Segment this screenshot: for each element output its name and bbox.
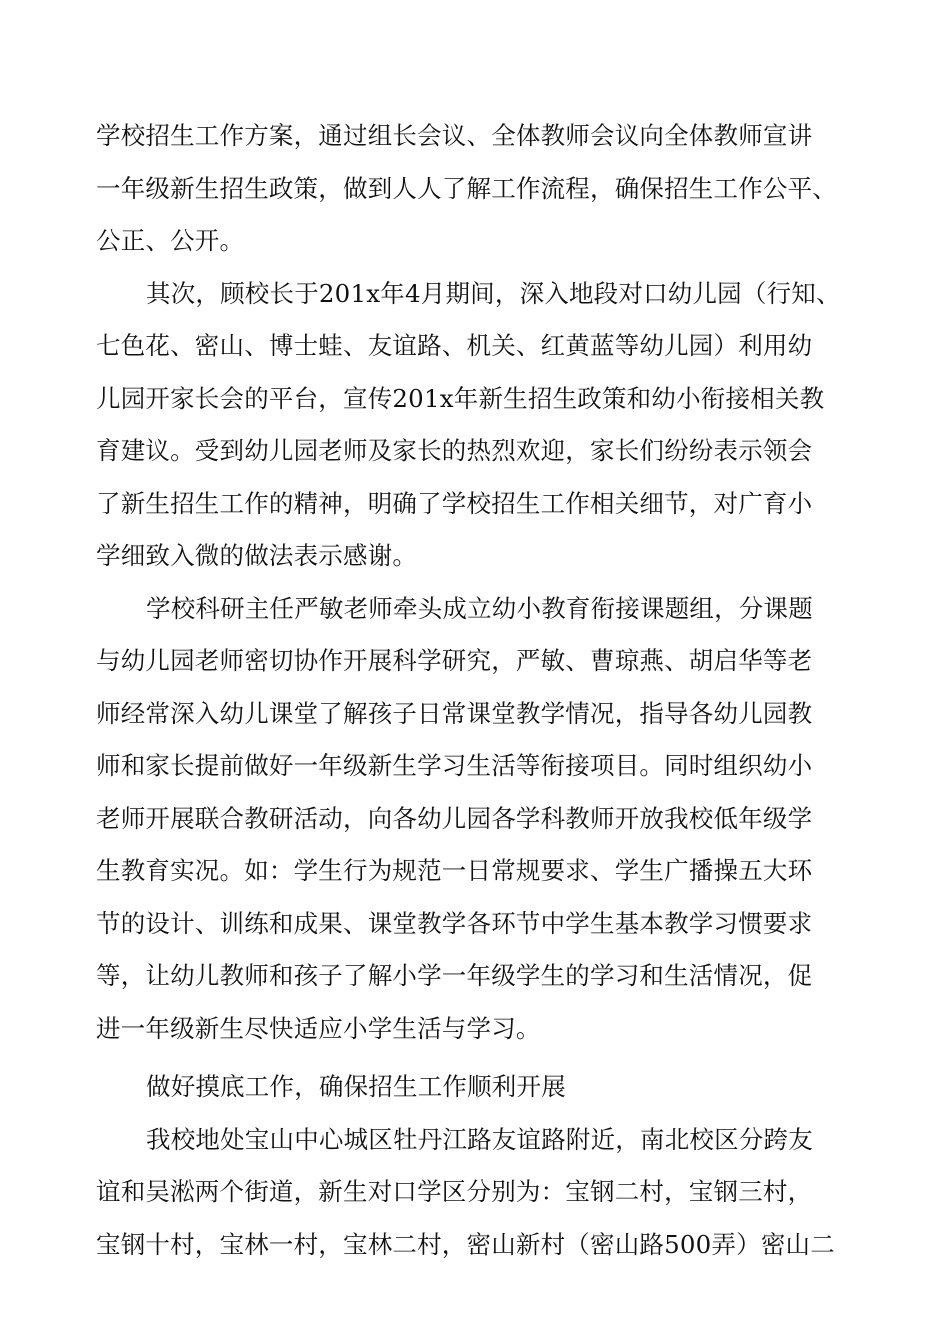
text-line: 一年级新生招生政策，做到人人了解工作流程，确保招生工作公平、 — [96, 173, 837, 203]
paragraph-start-line: 我校地处宝山中心城区牡丹江路友谊路附近，南北校区分跨友 — [146, 1124, 813, 1154]
text-line: 节的设计、训练和成果、课堂教学各环节中学生基本教学习惯要求 — [96, 908, 813, 938]
paragraph-start-line: 学校科研主任严敏老师牵头成立幼小教育衔接课题组，分课题 — [146, 593, 813, 623]
text-line: 谊和吴淞两个街道，新生对口学区分别为：宝钢二村，宝钢三村， — [96, 1177, 813, 1206]
text-line: 老师开展联合教研活动，向各幼儿园各学科教师开放我校低年级学 — [96, 803, 813, 833]
paragraph-start-line: 其次，顾校长于201x年4月期间，深入地段对口幼儿园（行知、 — [146, 278, 841, 308]
text-line: 进一年级新生尽快适应小学生活与学习。 — [96, 1013, 541, 1043]
text-line: 学细致入微的做法表示感谢。 — [96, 541, 418, 570]
text-line: 儿园开家长会的平台，宣传201x年新生招生政策和幼小衔接相关教 — [96, 383, 825, 413]
text-line: 等，让幼儿教师和孩子了解小学一年级学生的学习和生活情况，促 — [96, 961, 813, 990]
section-heading: 做好摸底工作，确保招生工作顺利开展 — [146, 1072, 566, 1101]
text-line: 学校招生工作方案，通过组长会议、全体教师会议向全体教师宣讲 — [96, 121, 813, 150]
text-line: 与幼儿园老师密切协作开展科学研究，严敏、曹琼燕、胡启华等老 — [96, 646, 813, 675]
text-line: 七色花、密山、博士蛙、友谊路、机关、红黄蓝等幼儿园）利用幼 — [96, 331, 813, 360]
text-line: 育建议。受到幼儿园老师及家长的热烈欢迎，家长们纷纷表示领会 — [96, 436, 813, 465]
text-line: 了新生招生工作的精神，明确了学校招生工作相关细节，对广育小 — [96, 488, 813, 518]
text-line: 公正、公开。 — [96, 226, 245, 255]
text-line: 宝钢十村，宝林一村，宝林二村，密山新村（密山路500弄）密山二 — [96, 1229, 835, 1259]
text-line: 师和家长提前做好一年级新生学习生活等衔接项目。同时组织幼小 — [96, 751, 813, 780]
text-line: 生教育实况。如：学生行为规范一日常规要求、学生广播操五大环 — [96, 856, 813, 885]
document-body — [96, 110, 866, 1271]
text-line: 师经常深入幼儿课堂了解孩子日常课堂教学情况，指导各幼儿园教 — [96, 698, 813, 728]
